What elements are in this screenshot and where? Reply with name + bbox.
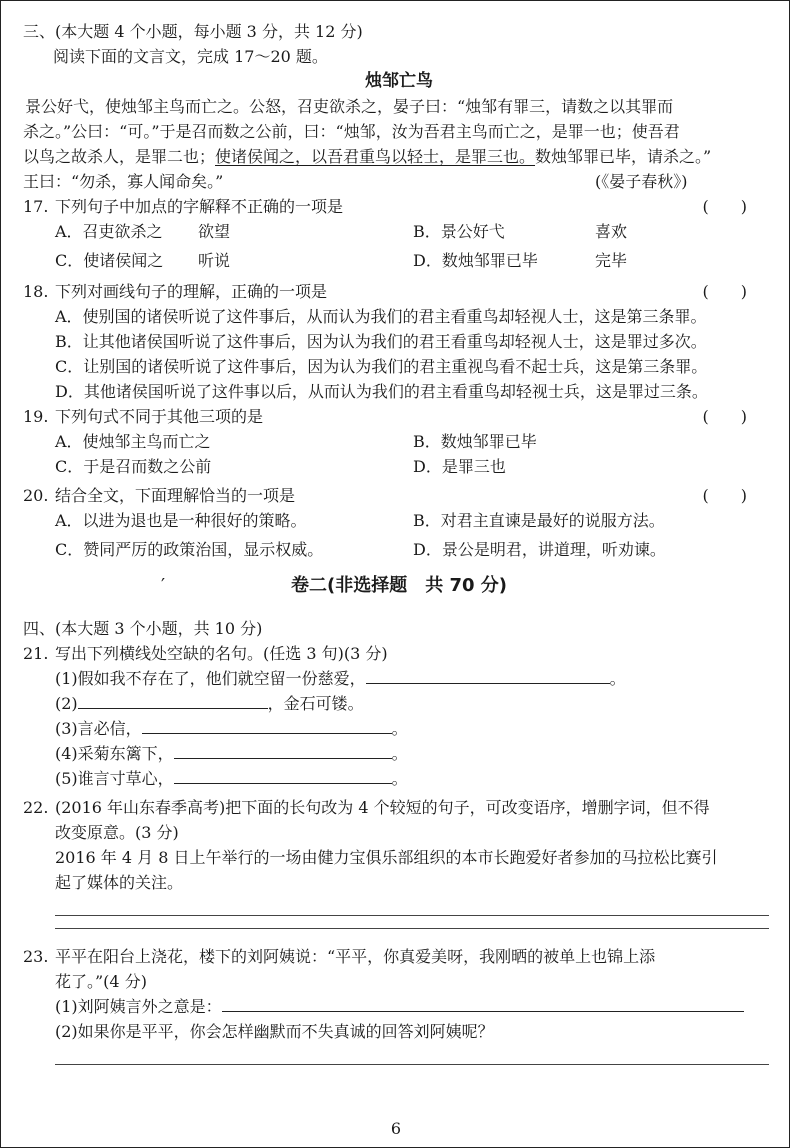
option-c: C．于是召而数之公前 (55, 457, 212, 476)
question-22 (23, 795, 775, 820)
q20-options-row-2 (23, 537, 775, 562)
fill-blank[interactable] (174, 767, 392, 784)
option-d-meaning: 完毕 (595, 251, 628, 270)
passage-source: (《晏子春秋》) (595, 172, 688, 191)
page-number: 6 (390, 1119, 402, 1138)
question-number: 19. (23, 407, 49, 426)
item-text: (4)采菊东篱下， (55, 744, 174, 763)
option-c: C．使诸侯闻之 (55, 251, 164, 270)
passage-text: 以鸟之故杀人，是罪二也； (23, 147, 216, 166)
fill-blank[interactable] (366, 667, 610, 684)
answer-line[interactable] (23, 1044, 775, 1069)
passage-line-1 (23, 94, 775, 119)
part2-heading (23, 566, 775, 606)
item-text: (2) (55, 694, 78, 713)
option-b: B．景公好弋 (413, 222, 505, 241)
passage-line-2 (23, 119, 775, 144)
passage-text: 景公好弋，使烛邹主鸟而亡之。公怒，召吏欲杀之，晏子曰：“烛邹有罪三，请数之以其罪而 (25, 97, 674, 116)
item-text: (5)谁言寸草心， (55, 769, 174, 788)
question-stem: 下列句式不同于其他三项的是 (55, 407, 264, 426)
question-20 (23, 483, 775, 508)
question-number: 17. (23, 197, 49, 216)
q17-options-row-1 (23, 219, 775, 244)
question-stem: (2016 年山东春季高考)把下面的长句改为 4 个较短的句子，可改变语序，增删字词，但不得 (55, 798, 710, 817)
option-c: C．赞同严厉的政策治国，显示权威。 (55, 540, 324, 559)
option-b: B．对君主直谏是最好的说服方法。 (413, 511, 665, 530)
question-17 (23, 194, 775, 219)
item-text: (1)刘阿姨言外之意是： (55, 997, 222, 1016)
option-d: D．数烛邹罪已毕 (413, 251, 538, 270)
q17-options-row-2 (23, 248, 775, 273)
item-text: ，金石可镂。 (267, 694, 364, 713)
question-21 (23, 641, 775, 666)
q19-options-row-2 (23, 454, 775, 479)
option-a: A．召吏欲杀之 (55, 222, 163, 241)
item-punct: 。 (609, 669, 626, 688)
option-b: B．数烛邹罪已毕 (413, 432, 537, 451)
question-number: 20. (23, 486, 49, 505)
option-d: D．是罪三也 (413, 457, 506, 476)
item-punct: 。 (391, 719, 408, 738)
stray-mark: ′ (161, 575, 166, 596)
question-number: 23. (23, 947, 49, 966)
question-number: 21. (23, 644, 49, 663)
q22-text-1: 2016 年 4 月 8 日上午举行的一场由健力宝俱乐部组织的本市长跑爱好者参加的马拉松比赛引 (55, 848, 718, 867)
section4-header: 四、(本大题 3 个小题，共 10 分) (23, 619, 263, 638)
fill-blank[interactable] (222, 995, 744, 1012)
q21-item-3 (23, 716, 775, 741)
q21-item-1 (23, 666, 775, 691)
option-c: C．让别国的诸侯听说了这件事后，因为认为我们的君主重视鸟看不起士兵，这是第三条罪。 (55, 357, 708, 376)
question-number: 18. (23, 282, 49, 301)
item-text: (1)假如我不存在了，他们就空留一份慈爱， (55, 669, 366, 688)
option-d: D．其他诸侯国听说了这件事以后，从而认为我们的君主看重鸟却轻视士兵，这是罪过三条。 (55, 382, 708, 401)
option-b-meaning: 喜欢 (595, 222, 628, 241)
passage-line-3 (23, 144, 775, 169)
part2-title: 卷二(非选择题 共 70 分) (290, 575, 508, 596)
question-stem: 写出下列横线处空缺的名句。(任选 3 句)(3 分) (55, 644, 388, 663)
option-a: A．使别国的诸侯听说了这件事后，从而认为我们的君主看重鸟却轻视人士，这是第三条罪。 (55, 307, 707, 326)
answer-paren: ( ) (702, 407, 747, 426)
option-a: A．以进为退也是一种很好的策略。 (55, 511, 307, 530)
q19-options-row-1 (23, 429, 775, 454)
question-19 (23, 404, 775, 429)
underlined-sentence: 使诸侯闻之，以吾君重鸟以轻士，是罪三也。 (215, 147, 536, 166)
section3-instruction: 阅读下面的文言文，完成 17～20 题。 (53, 47, 328, 66)
passage-text: 杀之。”公曰：“可。”于是召而数之公前，曰：“烛邹，汝为吾君主鸟而亡之，是罪一也；使吾君 (23, 122, 680, 141)
q20-options-row-1 (23, 508, 775, 533)
fill-blank[interactable] (78, 692, 268, 709)
question-stem: 结合全文，下面理解恰当的一项是 (55, 486, 296, 505)
option-d: D．景公是明君，讲道理，听劝谏。 (413, 540, 666, 559)
q22-stem-cont: 改变原意。(3 分) (55, 823, 179, 842)
answer-paren: ( ) (702, 197, 747, 216)
answer-paren: ( ) (702, 486, 747, 505)
q21-item-2 (23, 691, 775, 716)
passage-title: 烛邹亡鸟 (365, 71, 433, 91)
page-content (23, 19, 775, 1069)
option-b: B．让其他诸侯国听说了这件事后，因为认为我们的君王看重鸟却轻视人士，这是罪过多次。 (55, 332, 707, 351)
q21-item-4 (23, 741, 775, 766)
answer-paren: ( ) (702, 282, 747, 301)
q22-text-2: 起了媒体的关注。 (55, 873, 184, 892)
option-a-meaning: 欲望 (198, 222, 231, 241)
item-text: (3)言必信， (55, 719, 142, 738)
question-number: 22. (23, 798, 49, 817)
section3-header: 三、(本大题 4 个小题，每小题 3 分，共 12 分) (23, 22, 363, 41)
passage-text: 数烛邹罪已毕，请杀之。” (535, 147, 712, 166)
item-punct: 。 (391, 769, 408, 788)
option-c-meaning: 听说 (198, 251, 231, 270)
question-stem: 下列对画线句子的理解，正确的一项是 (55, 282, 328, 301)
answer-line[interactable] (23, 895, 775, 920)
q23-item-2: (2)如果你是平平，你会怎样幽默而不失真诚的回答刘阿姨呢？ (55, 1022, 494, 1041)
passage-text: 王曰：“勿杀，寡人闻命矣。” (23, 172, 224, 191)
question-23 (23, 944, 775, 969)
q23-item-1 (23, 994, 775, 1019)
question-stem: 平平在阳台上浇花，楼下的刘阿姨说：“平平，你真爱美呀，我刚晒的被单上也锦上添 (55, 947, 656, 966)
q21-item-5 (23, 766, 775, 791)
passage-line-4 (23, 169, 775, 194)
fill-blank[interactable] (142, 717, 392, 734)
q23-stem-cont: 花了。”(4 分) (55, 972, 147, 991)
question-18 (23, 279, 775, 304)
fill-blank[interactable] (174, 742, 392, 759)
item-punct: 。 (391, 744, 408, 763)
option-a: A．使烛邹主鸟而亡之 (55, 432, 211, 451)
answer-line[interactable] (23, 920, 775, 934)
question-stem: 下列句子中加点的字解释不正确的一项是 (55, 197, 344, 216)
